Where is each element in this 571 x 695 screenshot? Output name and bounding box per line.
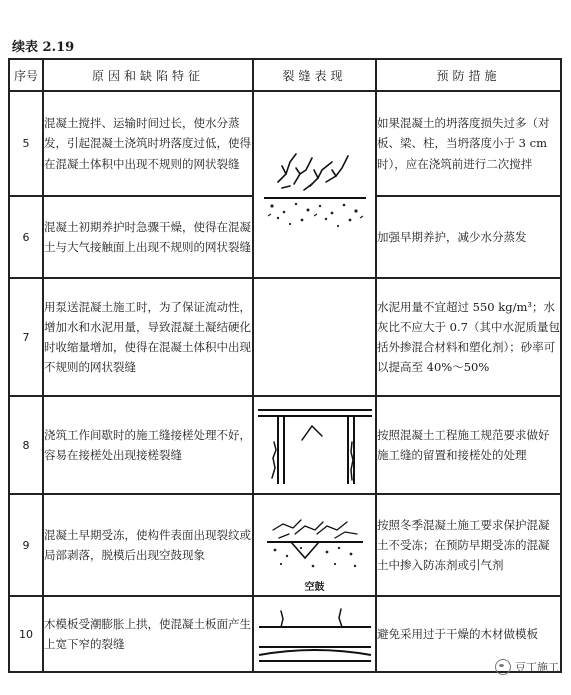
- hollow-label: 空鼓: [304, 582, 325, 593]
- measure-cell: 如果混凝土的坍落度损失过多（对板、梁、柱，当坍落度小于 3 cm 时），应在浇筑前进行二次搅拌: [376, 91, 561, 196]
- cause-cell: 混凝土初期养护时急骤干燥，使得在混凝土与大气接触面上出现不规则的网状裂缝: [43, 196, 253, 278]
- table-caption: 续表 2.19: [12, 40, 75, 55]
- crack-figure-cell: [253, 494, 376, 596]
- header-crack: 裂缝表现: [253, 59, 376, 91]
- table-row: [9, 494, 561, 596]
- header-no: 序号: [9, 59, 43, 91]
- row-number: 9: [9, 494, 43, 596]
- row-number: 6: [9, 196, 43, 278]
- measure-cell: 避免采用过于干燥的木材做模板: [376, 596, 561, 672]
- row-number: 10: [9, 596, 43, 672]
- table-row: [9, 91, 561, 196]
- header-measure: 预防措施: [376, 59, 561, 91]
- watermark: [495, 659, 559, 675]
- measure-cell: 加强早期养护，减少水分蒸发: [376, 196, 561, 278]
- row-number: 5: [9, 91, 43, 196]
- joint-crack-figure: [256, 402, 374, 488]
- header-row: [9, 59, 561, 91]
- cause-cell: 用泵送混凝土施工时，为了保证流动性，增加水和水泥用量，导致混凝土凝结硬化时收缩量增加，使得在混凝土体积中出现不规则的网状裂缝: [43, 278, 253, 396]
- measure-cell: 按照混凝土工程施工规范要求做好施工缝的留置和接槎处的处理: [376, 396, 561, 494]
- frost-crack-figure: [265, 504, 365, 586]
- defect-table: [8, 58, 562, 673]
- cause-cell: 木模板受潮膨胀上拱，使混凝土板面产生上宽下窄的裂缝: [43, 596, 253, 672]
- table-row: [9, 596, 561, 672]
- cause-cell: 混凝土搅拌、运输时间过长，使水分蒸发，引起混凝土浇筑时坍落度过低，使得在混凝土体积中出现不规则的网状裂缝: [43, 91, 253, 196]
- crack-figure-cell: [253, 278, 376, 396]
- crack-figure-cell: [253, 91, 376, 278]
- measure-cell: 水泥用量不宜超过 550 kg/m³；水灰比不应大于 0.7（其中水泥质量包括外掺混合材料和塑化剂）；砂率可以提高至 40%～50%: [376, 278, 561, 396]
- row-number: 8: [9, 396, 43, 494]
- crack-figure-cell: [253, 596, 376, 672]
- watermark-text: 豆丁施工: [515, 661, 559, 674]
- header-cause: 原因和缺陷特征: [43, 59, 253, 91]
- network-crack-figure: [260, 140, 370, 230]
- table-row: [9, 396, 561, 494]
- row-number: 7: [9, 278, 43, 396]
- table-row: [9, 278, 561, 396]
- cause-cell: 浇筑工作间歇时的施工缝接槎处理不好，容易在接槎处出现接槎裂缝: [43, 396, 253, 494]
- formwork-crack-figure: [257, 601, 373, 667]
- crack-figure-cell: [253, 396, 376, 494]
- chat-bubble-icon: [495, 659, 511, 675]
- measure-cell: 按照冬季混凝土施工要求保护混凝土不受冻；在预防早期受冻的混凝土中掺入防冻剂或引气剂: [376, 494, 561, 596]
- cause-cell: 混凝土早期受冻，使构件表面出现裂纹或局部剥落，脱模后出现空鼓现象: [43, 494, 253, 596]
